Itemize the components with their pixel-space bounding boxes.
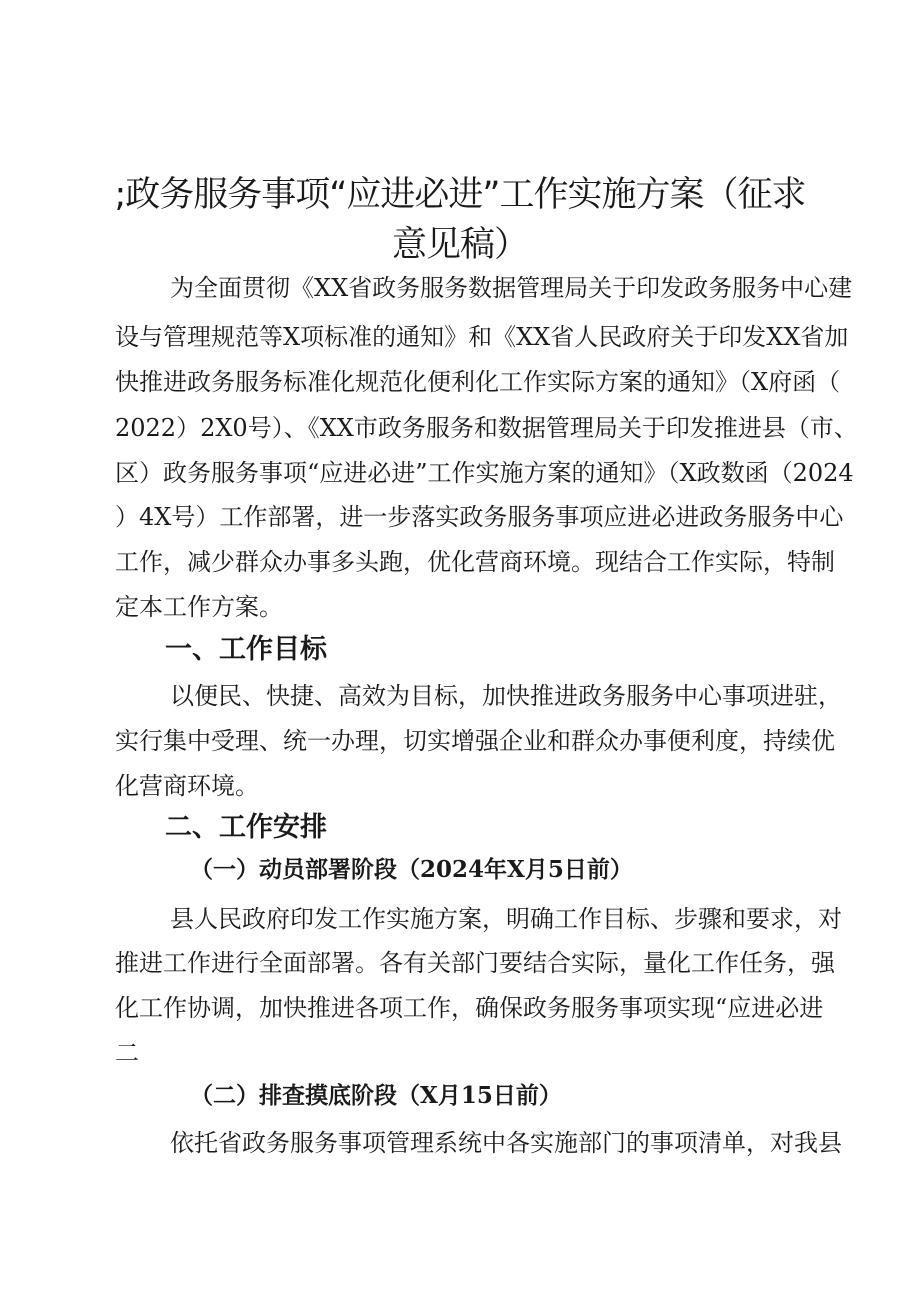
- mobilization-line: 县人民政府印发工作实施方案，明确工作目标、步骤和要求，对: [170, 905, 842, 933]
- intro-line: 2022）2X0号）、《XX市政务服务和数据管理局关于印发推进县（市、: [115, 414, 858, 442]
- document-title-line-2: 意见稿）: [391, 225, 528, 265]
- subsection-heading-mobilization: （一）动员部署阶段（2024年X月5日前）: [190, 856, 633, 883]
- subsection-heading-investigation: （二）排查摸底阶段（X月15日前）: [190, 1082, 562, 1109]
- intro-line: 工作，减少群众办事多头跑，优化营商环境。现结合工作实际，特制: [115, 548, 835, 576]
- intro-line: ）4X号）工作部署，进一步落实政务服务事项应进必进政务服务中心: [115, 503, 844, 531]
- mobilization-line: 二: [115, 1039, 139, 1067]
- mobilization-line: 化工作协调，加快推进各项工作，确保政务服务事项实现“应进必进: [115, 994, 824, 1022]
- goals-line: 实行集中受理、统一办理，切实增强企业和群众办事便利度，持续优: [115, 727, 835, 755]
- section-heading-arrangement: 二、工作安排: [165, 812, 327, 843]
- intro-line: 定本工作方案。: [115, 593, 283, 621]
- intro-line: 为全面贯彻《XX省政务服务数据管理局关于印发政务服务中心建: [170, 274, 853, 302]
- investigation-line: 依托省政务服务事项管理系统中各实施部门的事项清单，对我县: [170, 1129, 842, 1157]
- intro-line: 设与管理规范等X项标准的通知》和《XX省人民政府关于印发XX省加: [115, 323, 849, 351]
- intro-line: 快推进政务服务标准化规范化便利化工作实际方案的通知》（X府函（: [115, 368, 841, 396]
- goals-line: 以便民、快捷、高效为目标，加快推进政务服务中心事项进驻，: [170, 682, 842, 710]
- section-heading-goals: 一、工作目标: [165, 634, 327, 665]
- document-title-line-1: ;政务服务事项“应进必进”工作实施方案（征求: [114, 175, 806, 215]
- goals-line: 化营商环境。: [115, 772, 259, 800]
- intro-line: 区）政务服务事项“应进必进”工作实施方案的通知》（X政数函（2024: [115, 459, 854, 487]
- mobilization-line: 推进工作进行全面部署。各有关部门要结合实际，量化工作任务，强: [115, 949, 835, 977]
